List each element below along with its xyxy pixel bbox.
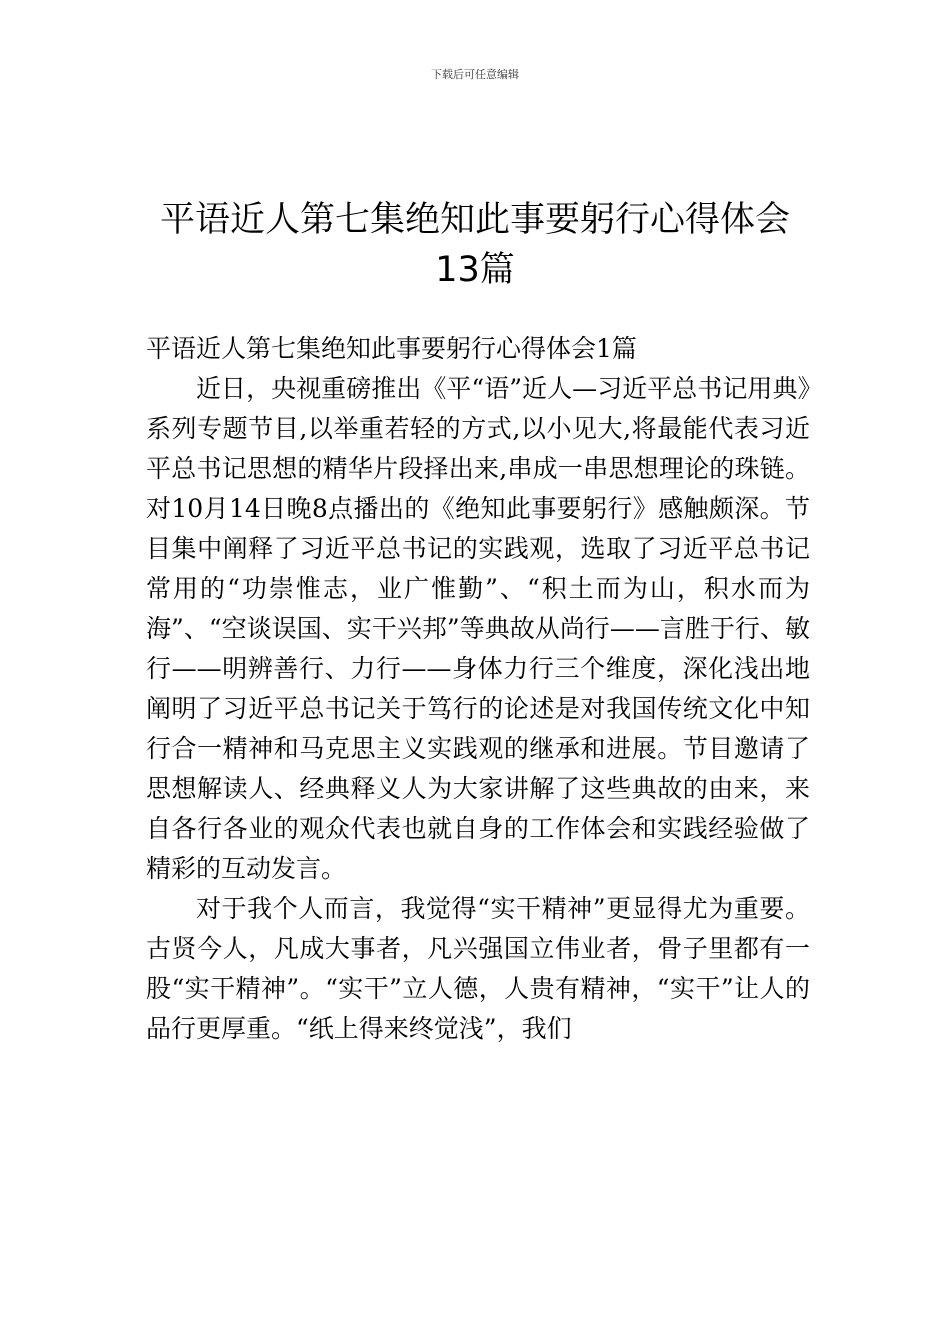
document-title [100, 195, 850, 295]
paragraph-1: 近日，央视重磅推出《平“语”近人—习近平总书记用典》系列专题节目,以举重若轻的方式,以小见大,将最能代表习近平总书记思想的精华片段择出来,串成一串思想理论的珠链。对10月14日晚8点播出的《绝知此事要躬行》感触颇深。节目集中阐释了习近平总书记的实践观，选取了习近平总书记常用的“功崇惟志，业广惟勤”、“积土而为山，积水而为海”、“空谈误国、实干兴邦”等典故从尚行——言胜于行、敏行——明辨善行、力行——身体力行三个维度，深化浅出地阐明了习近平总书记关于笃行的论述是对我国传统文化中知行合一精神和马克思主义实践观的继承和进展。节目邀请了思想解读人、经典释义人为大家讲解了这些典故的由来，来自各行各业的观众代表也就自身的工作体会和实践经验做了精彩的互动发言。 [146, 374, 810, 883]
header-note: 下载后可任意编辑 [431, 68, 519, 81]
paragraph-2: 对于我个人而言，我觉得“实干精神”更显得尤为重要。古贤今人，凡成大事者，凡兴强国立伟业者，骨子里都有一股“实干精神”。“实干”立人德，人贵有精神，“实干”让人的品行更厚重。“纸上得来终觉浅”，我们 [146, 894, 810, 1043]
title-line-2: 13篇 [435, 250, 515, 291]
section-heading: 平语近人第七集绝知此事要躬行心得体会1篇 [146, 334, 637, 363]
document-body [146, 329, 810, 1049]
title-line-1: 平语近人第七集绝知此事要躬行心得体会 [159, 200, 790, 241]
